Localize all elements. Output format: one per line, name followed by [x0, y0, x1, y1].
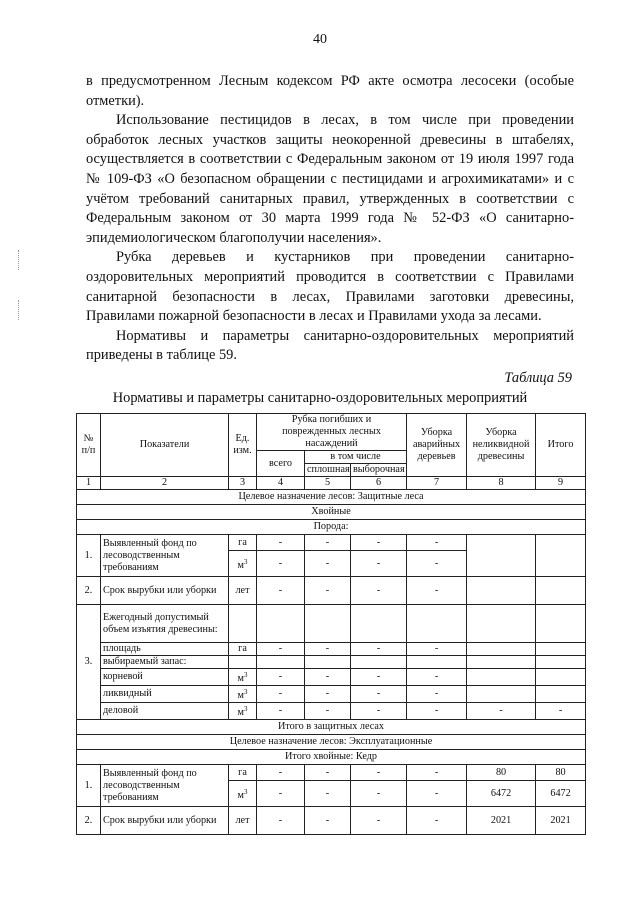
header-indicator: Показатели — [101, 414, 229, 477]
unit-cell: га — [229, 643, 257, 656]
value-cell: - — [407, 807, 467, 835]
section-row: Хвойные — [77, 505, 586, 520]
section-row: Итого в защитных лесах — [77, 720, 586, 735]
value-cell: - — [351, 669, 407, 686]
section-row: Целевое назначение лесов: Эксплуатационные — [77, 735, 586, 750]
value-cell: - — [467, 703, 536, 720]
colnum: 6 — [351, 477, 407, 490]
value-cell: 2021 — [536, 807, 586, 835]
header-emergency: Уборка аварийных деревьев — [407, 414, 467, 477]
value-cell: - — [305, 577, 351, 605]
value-cell: - — [305, 535, 351, 551]
norms-table — [76, 413, 586, 835]
value-cell: - — [407, 781, 467, 807]
value-cell: - — [351, 765, 407, 781]
value-cell: - — [407, 686, 467, 703]
section-row: Порода: — [77, 520, 586, 535]
row-label: Срок вырубки или уборки — [101, 807, 229, 835]
row-label: деловой — [101, 703, 229, 720]
value-cell: - — [407, 703, 467, 720]
value-cell: - — [305, 643, 351, 656]
colnum: 5 — [305, 477, 351, 490]
header-incl: в том числе — [305, 451, 407, 464]
value-cell: 6472 — [467, 781, 536, 807]
colnum: 1 — [77, 477, 101, 490]
value-cell: - — [351, 781, 407, 807]
value-cell: - — [305, 551, 351, 577]
unit-cell: $м^3$ — [229, 669, 257, 686]
value-cell: - — [257, 703, 305, 720]
row-label: Выявленный фонд по лесоводственным требованиям — [101, 535, 229, 577]
unit-cell: $м^3$ — [229, 703, 257, 720]
value-cell: - — [351, 643, 407, 656]
unit-cell: $м^3$ — [229, 686, 257, 703]
row-num: 3. — [77, 605, 101, 720]
value-cell: - — [407, 535, 467, 551]
unit-cell: га — [229, 765, 257, 781]
value-cell: - — [351, 535, 407, 551]
row-label: Срок вырубки или уборки — [101, 577, 229, 605]
paragraph: Использование пестицидов в лесах, в том числе при проведении обработок лесных участков защиты неокоренной древесины в штабелях, осуществляется в соответствии с Федеральным законом от 19 июля 1997 года № 109-ФЗ «О безопасном обращении с пестицидами и агрохимикатами» и с учётом требований санитарных правил, утвержденных в соответствии с Федеральным законом от 30 марта 1999 года № 52-ФЗ «О санитарно-эпидемиологическом благополучии населения». — [86, 112, 574, 246]
value-cell: - — [407, 643, 467, 656]
value-cell: - — [305, 765, 351, 781]
colnum: 3 — [229, 477, 257, 490]
value-cell — [536, 577, 586, 605]
header-sum: Итого — [536, 414, 586, 477]
header-illiquid: Уборка неликвидной древесины — [467, 414, 536, 477]
unit-cell: $м^3$ — [229, 551, 257, 577]
header-clear: сплошная — [305, 464, 351, 477]
unit-cell: $м^3$ — [229, 781, 257, 807]
row-num: 2. — [77, 807, 101, 835]
colnum: 9 — [536, 477, 586, 490]
value-cell: - — [351, 807, 407, 835]
row-label: выбираемый запас: — [101, 656, 229, 669]
value-cell — [536, 535, 586, 577]
unit-cell: га — [229, 535, 257, 551]
section-row: Целевое назначение лесов: Защитные леса — [77, 490, 586, 505]
value-cell: 2021 — [467, 807, 536, 835]
row-label: Выявленный фонд по лесоводственным требованиям — [101, 765, 229, 807]
value-cell: - — [351, 703, 407, 720]
header-felling: Рубка погибших и поврежденных лесных насаждений — [257, 414, 407, 451]
value-cell: - — [257, 686, 305, 703]
value-cell: - — [407, 765, 467, 781]
header-total: всего — [257, 451, 305, 477]
row-label: Ежегодный допустимый объем изъятия древесины: — [101, 605, 229, 643]
value-cell: - — [305, 703, 351, 720]
row-label: корневой — [101, 669, 229, 686]
header-num: № п/п — [77, 414, 101, 477]
value-cell: - — [257, 807, 305, 835]
value-cell — [467, 577, 536, 605]
value-cell: - — [351, 686, 407, 703]
value-cell: - — [536, 703, 586, 720]
section-row: Итого хвойные: Кедр — [77, 750, 586, 765]
colnum: 8 — [467, 477, 536, 490]
body-text — [86, 72, 574, 366]
scan-edge-mark — [18, 300, 22, 320]
value-cell: - — [257, 577, 305, 605]
value-cell: - — [257, 535, 305, 551]
unit-cell: лет — [229, 577, 257, 605]
value-cell: - — [305, 669, 351, 686]
table-caption: Таблица 59 — [504, 370, 572, 386]
header-unit: Ед. изм. — [229, 414, 257, 477]
value-cell: - — [305, 781, 351, 807]
value-cell: - — [305, 807, 351, 835]
value-cell: - — [257, 765, 305, 781]
colnum: 2 — [101, 477, 229, 490]
value-cell: 6472 — [536, 781, 586, 807]
value-cell: - — [257, 781, 305, 807]
page-number: 40 — [313, 32, 327, 47]
colnum: 4 — [257, 477, 305, 490]
unit-cell: лет — [229, 807, 257, 835]
row-num: 1. — [77, 765, 101, 807]
header-selective: выборочная — [351, 464, 407, 477]
value-cell: 80 — [536, 765, 586, 781]
colnum: 7 — [407, 477, 467, 490]
value-cell: 80 — [467, 765, 536, 781]
value-cell: - — [257, 669, 305, 686]
value-cell: - — [305, 686, 351, 703]
value-cell: - — [407, 551, 467, 577]
paragraph: Рубка деревьев и кустарников при проведении санитарно-оздоровительных мероприятий проводится в соответствии с Правилами санитарной безопасности в лесах, Правилами заготовки древесины, Правилами пожарной безопасности в лесах и Правилами ухода за лесами. — [86, 249, 574, 325]
value-cell: - — [257, 551, 305, 577]
value-cell: - — [407, 669, 467, 686]
value-cell: - — [351, 551, 407, 577]
row-label: площадь — [101, 643, 229, 656]
row-num: 2. — [77, 577, 101, 605]
row-label: ликвидный — [101, 686, 229, 703]
row-num: 1. — [77, 535, 101, 577]
table-title: Нормативы и параметры санитарно-оздоровительных мероприятий — [112, 390, 528, 406]
value-cell: - — [257, 643, 305, 656]
scan-edge-mark — [18, 250, 22, 270]
value-cell: - — [407, 577, 467, 605]
value-cell — [467, 535, 536, 577]
value-cell: - — [351, 577, 407, 605]
paragraph: в предусмотренном Лесным кодексом РФ акте осмотра лесосеки (особые отметки). — [86, 73, 574, 109]
paragraph: Нормативы и параметры санитарно-оздоровительных мероприятий приведены в таблице 59. — [86, 327, 574, 364]
